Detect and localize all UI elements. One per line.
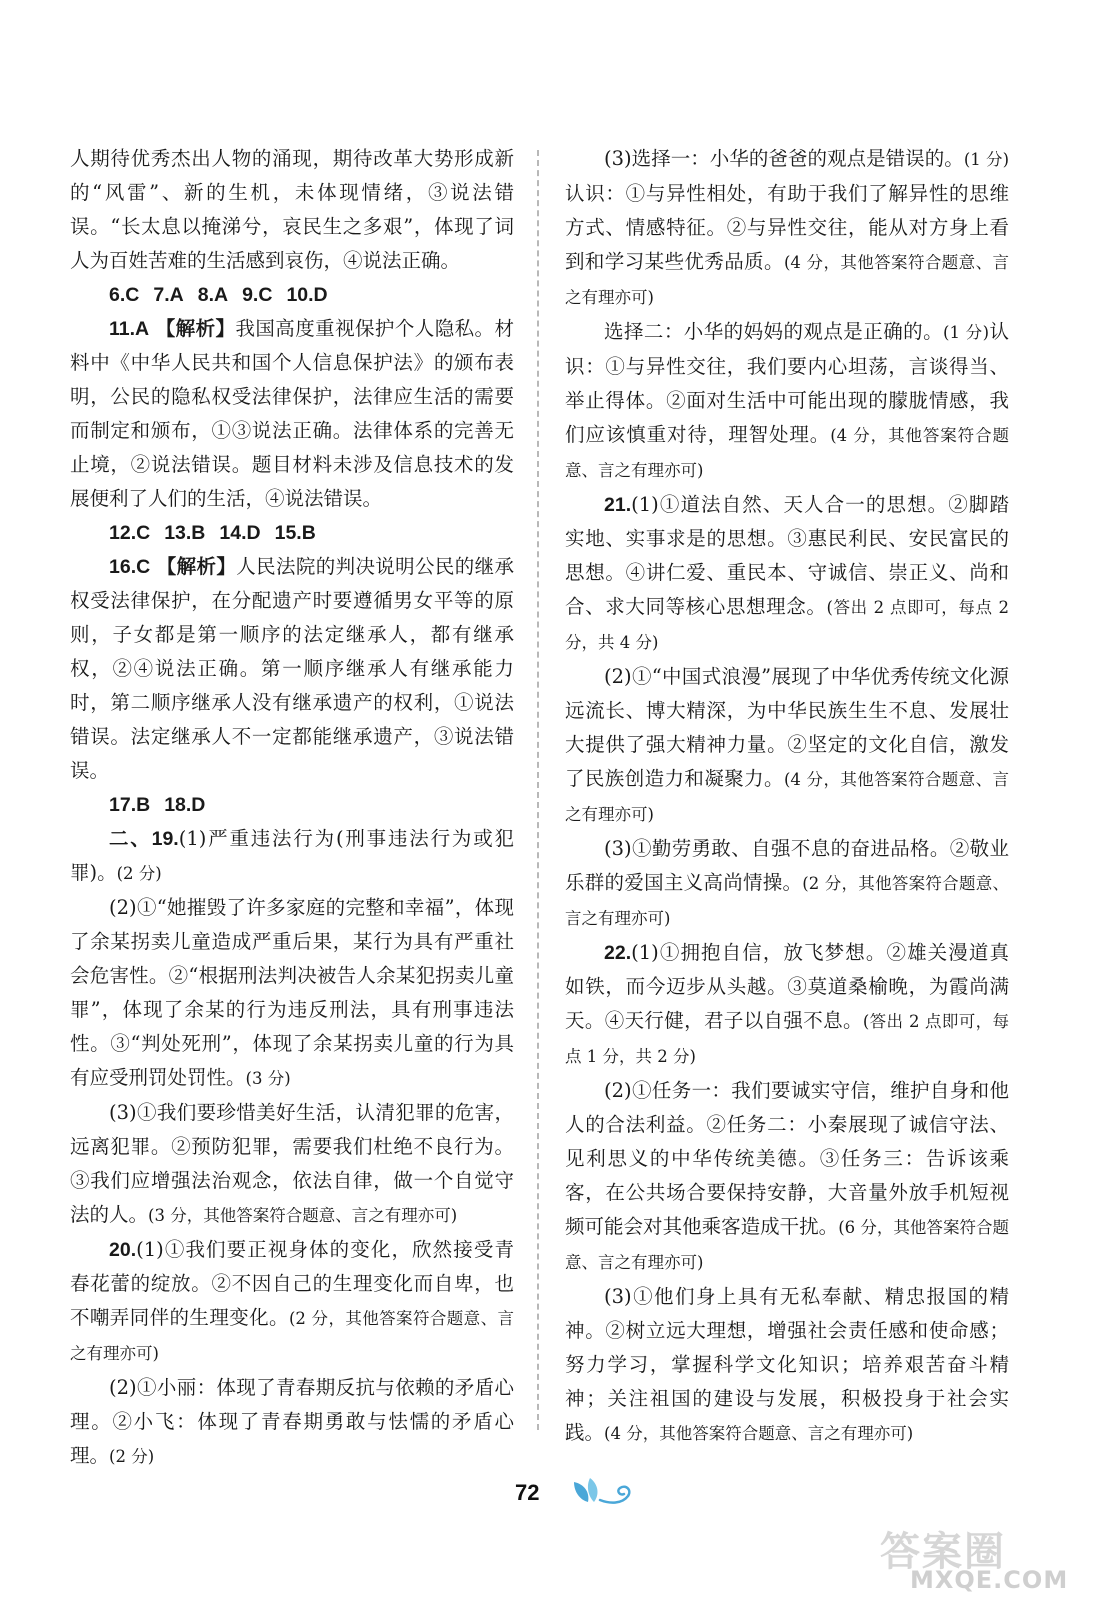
- score-note: (4 分，其他答案符合题意、言之有理亦可): [565, 253, 1009, 307]
- watermark-url: MXQE.COM: [910, 1566, 1069, 1594]
- watermark-logo: [880, 1520, 1085, 1595]
- answer-21-2-text: (2)①“中国式浪漫”展现了中华优秀传统文化源远流长、博大精深，为中华民族生生不息、发展壮大提供了强大精神力量。②坚定的文化自信，激发了民族创造力和凝聚力。: [565, 665, 1009, 790]
- column-divider: [537, 150, 539, 1430]
- answer-21-part3: [565, 832, 1009, 936]
- answers-17-18: [70, 788, 514, 822]
- answer-20-1-text: (1)①我们要正视身体的变化，欣然接受青春花蕾的绽放。②不因自己的生理变化而自卑，也不嘲弄同伴的生理变化。: [70, 1238, 514, 1329]
- answer-16-text: 人民法院的判决说明公民的继承权受法律保护，在分配遗产时要遵循男女平等的原则，子女都是第一顺序的法定继承人，都有继承权，②④说法正确。第一顺序继承人有继承能力时，第二顺序继承人没有继承遗产的权利，①说法错误。法定继承人不一定都能继承遗产，③说法错误。: [70, 555, 514, 782]
- answer-11-text: 我国高度重视保护个人隐私。材料中《中华人民共和国个人信息保护法》的颁布表明，公民的隐私权受法律保护，法律应生活的需要而制定和颁布，①③说法正确。法律体系的完善无止境，②说法错误。题目材料未涉及信息技术的发展便利了人们的生活，④说法错误。: [70, 317, 514, 510]
- answer-9: 9.C: [242, 284, 273, 306]
- answer-13: 13.B: [164, 522, 206, 544]
- answer-17: 17.B: [109, 794, 151, 816]
- score-note: (6 分，其他答案符合题意、言之有理亦可): [565, 1218, 1009, 1272]
- answer-12: 12.C: [109, 522, 151, 544]
- answer-20-number: 20.: [109, 1239, 137, 1261]
- answer-19-2-text: (2)①“她摧毁了许多家庭的完整和幸福”，体现了余某拐卖儿童造成严重后果，某行为具有严重社会危害性。②“根据刑法判决被告人余某犯拐卖儿童罪”，体现了余某的行为违反刑法，具有刑事违法性。③“判处死刑”，体现了余某拐卖儿童的行为具有应受刑罚处罚性。: [70, 896, 514, 1089]
- choice1-text: 认识：①与异性相处，有助于我们了解异性的思维方式、情感特征。②与异性交往，能从对方身上看到和学习某些优秀品质。: [565, 182, 1009, 273]
- answer-19-part2: [70, 891, 514, 1096]
- answer-20-part1: [70, 1233, 514, 1371]
- score-note: (2 分，其他答案符合题意、言之有理亦可): [70, 1309, 514, 1363]
- score-note: (4 分，其他答案符合题意、言之有理亦可): [565, 770, 1009, 824]
- score-note: (2 分): [109, 1447, 155, 1466]
- watermark-text: 答案圈: [880, 1529, 1006, 1575]
- answer-21-number: 21.: [604, 494, 632, 516]
- answer-11: [70, 312, 514, 516]
- answer-22-number: 22.: [604, 942, 632, 964]
- answer-14: 14.D: [219, 522, 261, 544]
- answer-16-number: 16.C: [109, 556, 151, 578]
- answer-21-part1: [565, 488, 1009, 660]
- left-column: [70, 142, 514, 1474]
- page-number: 72: [515, 1480, 540, 1505]
- answer-22-part2: [565, 1074, 1009, 1280]
- score-note: (4 分，其他答案符合题意、言之有理亦可): [604, 1424, 914, 1443]
- choice2-text: 认识：①与异性交往，我们要内心坦荡，言谈得当、举止得体。②面对生活中可能出现的朦胧情感，我们应该慎重对待，理智处理。: [565, 320, 1009, 446]
- score-note: (答出 2 点即可，每点 2 分，共 4 分): [565, 598, 1009, 652]
- answer-10: 10.D: [286, 284, 328, 306]
- answer-22-2-text: (2)①任务一：我们要诚实守信，维护自身和他人的合法利益。②任务二：小秦展现了诚信守法、见利思义的中华传统美德。③任务三：告诉该乘客，在公共场合要保持安静，大音量外放手机短视频可能会对其他乘客造成干扰。: [565, 1079, 1009, 1238]
- answer-21-1-text: (1)①道法自然、天人合一的思想。②脚踏实地、实事求是的思想。③惠民利民、安民富民的思想。④讲仁爱、重民本、守诚信、崇正义、尚和合、求大同等核心思想理念。: [565, 493, 1009, 618]
- answer-21-part2: [565, 660, 1009, 832]
- answer-19-1-text: (1)严重违法行为(刑事违法行为或犯罪)。: [70, 827, 514, 884]
- answer-8: 8.A: [197, 284, 229, 306]
- answer-11-number: 11.A: [109, 318, 150, 340]
- answer-20-part3-choice1: [565, 142, 1009, 315]
- score-note: (1 分): [943, 323, 990, 342]
- right-column: [565, 142, 1009, 1451]
- score-note: (答出 2 点即可，每点 1 分，共 2 分): [565, 1012, 1009, 1066]
- paragraph-q5-continued: 人期待优秀杰出人物的涌现，期待改革大势形成新的“风雷”、新的生机，未体现情绪，③说法错误。“长太息以掩涕兮，哀民生之多艰”，体现了词人为百姓苦难的生活感到哀伤，④说法正确。: [70, 147, 514, 272]
- choice2-heading: 选择二：小华的妈妈的观点是正确的。: [604, 320, 944, 343]
- score-note: (3 分，其他答案符合题意、言之有理亦可): [148, 1206, 458, 1225]
- answer-20-part2: [70, 1371, 514, 1474]
- answer-21-3-text: (3)①勤劳勇敢、自强不息的奋进品格。②敬业乐群的爱国主义高尚情操。: [565, 837, 1009, 894]
- score-note: (4 分，其他答案符合题意、言之有理亦可): [565, 426, 1009, 480]
- answer-6: 6.C: [109, 284, 140, 306]
- answers-6-10: [70, 278, 514, 312]
- answer-15: 15.B: [274, 522, 316, 544]
- answer-19-part3: [70, 1096, 514, 1233]
- choice1-heading: (3)选择一：小华的爸爸的观点是错误的。: [604, 147, 964, 170]
- answer-18: 18.D: [164, 794, 206, 816]
- score-note: (3 分): [245, 1069, 291, 1088]
- answer-19-part1: [70, 822, 514, 891]
- answer-20-part3-choice2: [565, 315, 1009, 488]
- answer-22-part3: [565, 1280, 1009, 1451]
- score-note: (2 分，其他答案符合题意、言之有理亦可): [565, 874, 1009, 928]
- answer-19-3-text: (3)①我们要珍惜美好生活，认清犯罪的危害，远离犯罪。②预防犯罪，需要我们杜绝不良行为。③我们应增强法治观念，依法自律，做一个自觉守法的人。: [70, 1101, 514, 1226]
- analysis-tag: 【解析】: [156, 555, 237, 578]
- answers-12-15: [70, 516, 514, 550]
- answer-16: [70, 550, 514, 788]
- analysis-tag: 【解析】: [155, 317, 236, 340]
- answer-7: 7.A: [153, 284, 184, 306]
- score-note: (1 分): [963, 150, 1010, 169]
- answer-22-3-text: (3)①他们身上具有无私奉献、精忠报国的精神。②树立远大理想，增强社会责任感和使命感；努力学习，掌握科学文化知识；培养艰苦奋斗精神；关注祖国的建设与发展，积极投身于社会实践。: [565, 1285, 1009, 1444]
- answer-22-1-text: (1)①拥抱自信，放飞梦想。②雄关漫道真如铁，而今迈步从头越。③莫道桑榆晚，为霞尚满天。④天行健，君子以自强不息。: [565, 941, 1009, 1032]
- leaf-ornament-icon: [570, 1474, 640, 1512]
- answer-22-part1: [565, 936, 1009, 1074]
- answer-20-2-text: (2)①小丽：体现了青春期反抗与依赖的矛盾心理。②小飞：体现了青春期勇敢与怯懦的矛盾心理。: [70, 1376, 514, 1467]
- answer-19-number: 二、19.: [109, 828, 179, 850]
- score-note: (2 分): [116, 864, 162, 883]
